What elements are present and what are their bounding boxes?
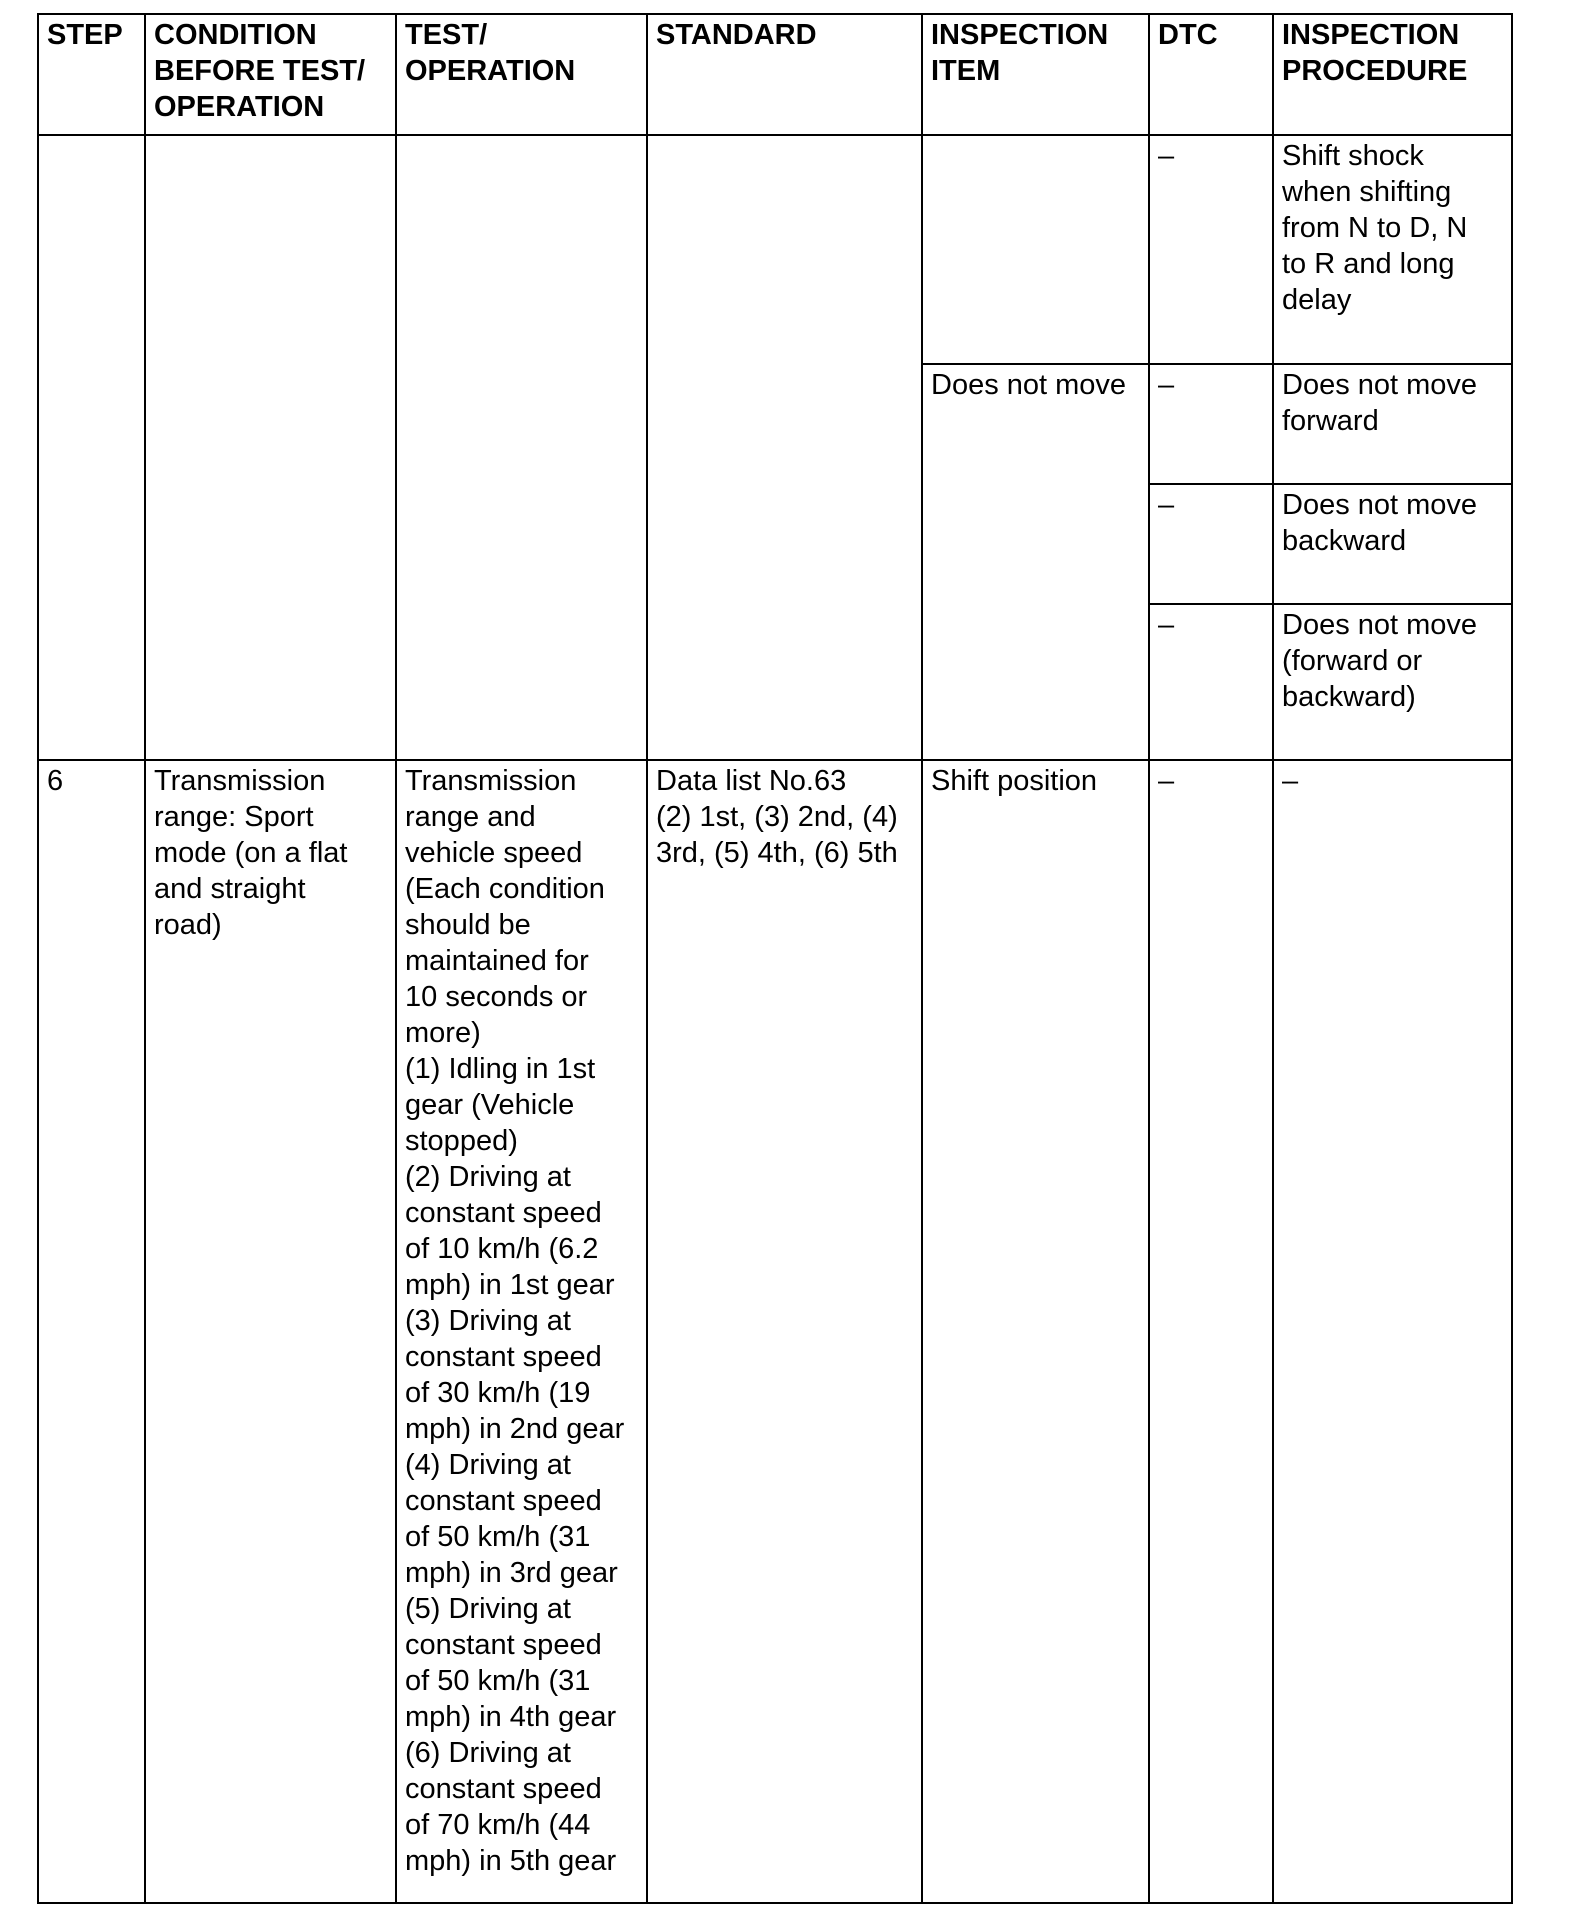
standard-cell: Data list No.63 (2) 1st, (3) 2nd, (4) 3rd, (5) 4th, (6) 5th	[647, 760, 922, 1903]
inspection-table	[37, 13, 1513, 1904]
step-number: 6	[38, 760, 145, 1903]
procedure-cell: Shift shock when shifting from N to D, N to R and long delay	[1273, 135, 1512, 364]
standard-cell-empty	[647, 135, 922, 760]
inspection-item-cell: Does not move	[922, 364, 1149, 760]
inspection-item-cell: Shift position	[922, 760, 1149, 1903]
test-operation-cell: Transmission range and vehicle speed (Each condition should be maintained for 10 seconds or more) (1) Idling in 1st gear (Vehicle stopped) (2) Driving at constant speed of 10 km/h (6.2 mph) in 1st gear (3) Driving at constant speed of 30 km/h (19 mph) in 2nd gear (4) Driving at constant speed of 50 km/h (31 mph) in 3rd gear (5) Driving at constant speed of 50 km/h (31 mph) in 4th gear (6) Driving at constant speed of 70 km/h (44 mph) in 5th gear	[396, 760, 647, 1903]
dtc-cell: –	[1149, 135, 1273, 364]
test-cell-empty	[396, 135, 647, 760]
header-test-operation: TEST/ OPERATION	[396, 14, 647, 135]
table-row-step-6	[38, 760, 1512, 1903]
dtc-cell: –	[1149, 364, 1273, 484]
header-row	[38, 14, 1512, 135]
condition-cell: Transmission range: Sport mode (on a flat and straight road)	[145, 760, 396, 1903]
inspection-item-cell-empty	[922, 135, 1149, 364]
procedure-cell: Does not move (forward or backward)	[1273, 604, 1512, 760]
header-dtc: DTC	[1149, 14, 1273, 135]
header-condition: CONDITION BEFORE TEST/ OPERATION	[145, 14, 396, 135]
dtc-cell: –	[1149, 760, 1273, 1903]
procedure-cell: Does not move backward	[1273, 484, 1512, 604]
header-inspection-item: INSPECTION ITEM	[922, 14, 1149, 135]
dtc-cell: –	[1149, 604, 1273, 760]
table-row	[38, 135, 1512, 364]
header-inspection-procedure: INSPECTION PROCEDURE	[1273, 14, 1512, 135]
header-step: STEP	[38, 14, 145, 135]
procedure-cell: –	[1273, 760, 1512, 1903]
procedure-cell: Does not move forward	[1273, 364, 1512, 484]
header-standard: STANDARD	[647, 14, 922, 135]
condition-cell-empty	[145, 135, 396, 760]
step-cell-empty	[38, 135, 145, 760]
dtc-cell: –	[1149, 484, 1273, 604]
